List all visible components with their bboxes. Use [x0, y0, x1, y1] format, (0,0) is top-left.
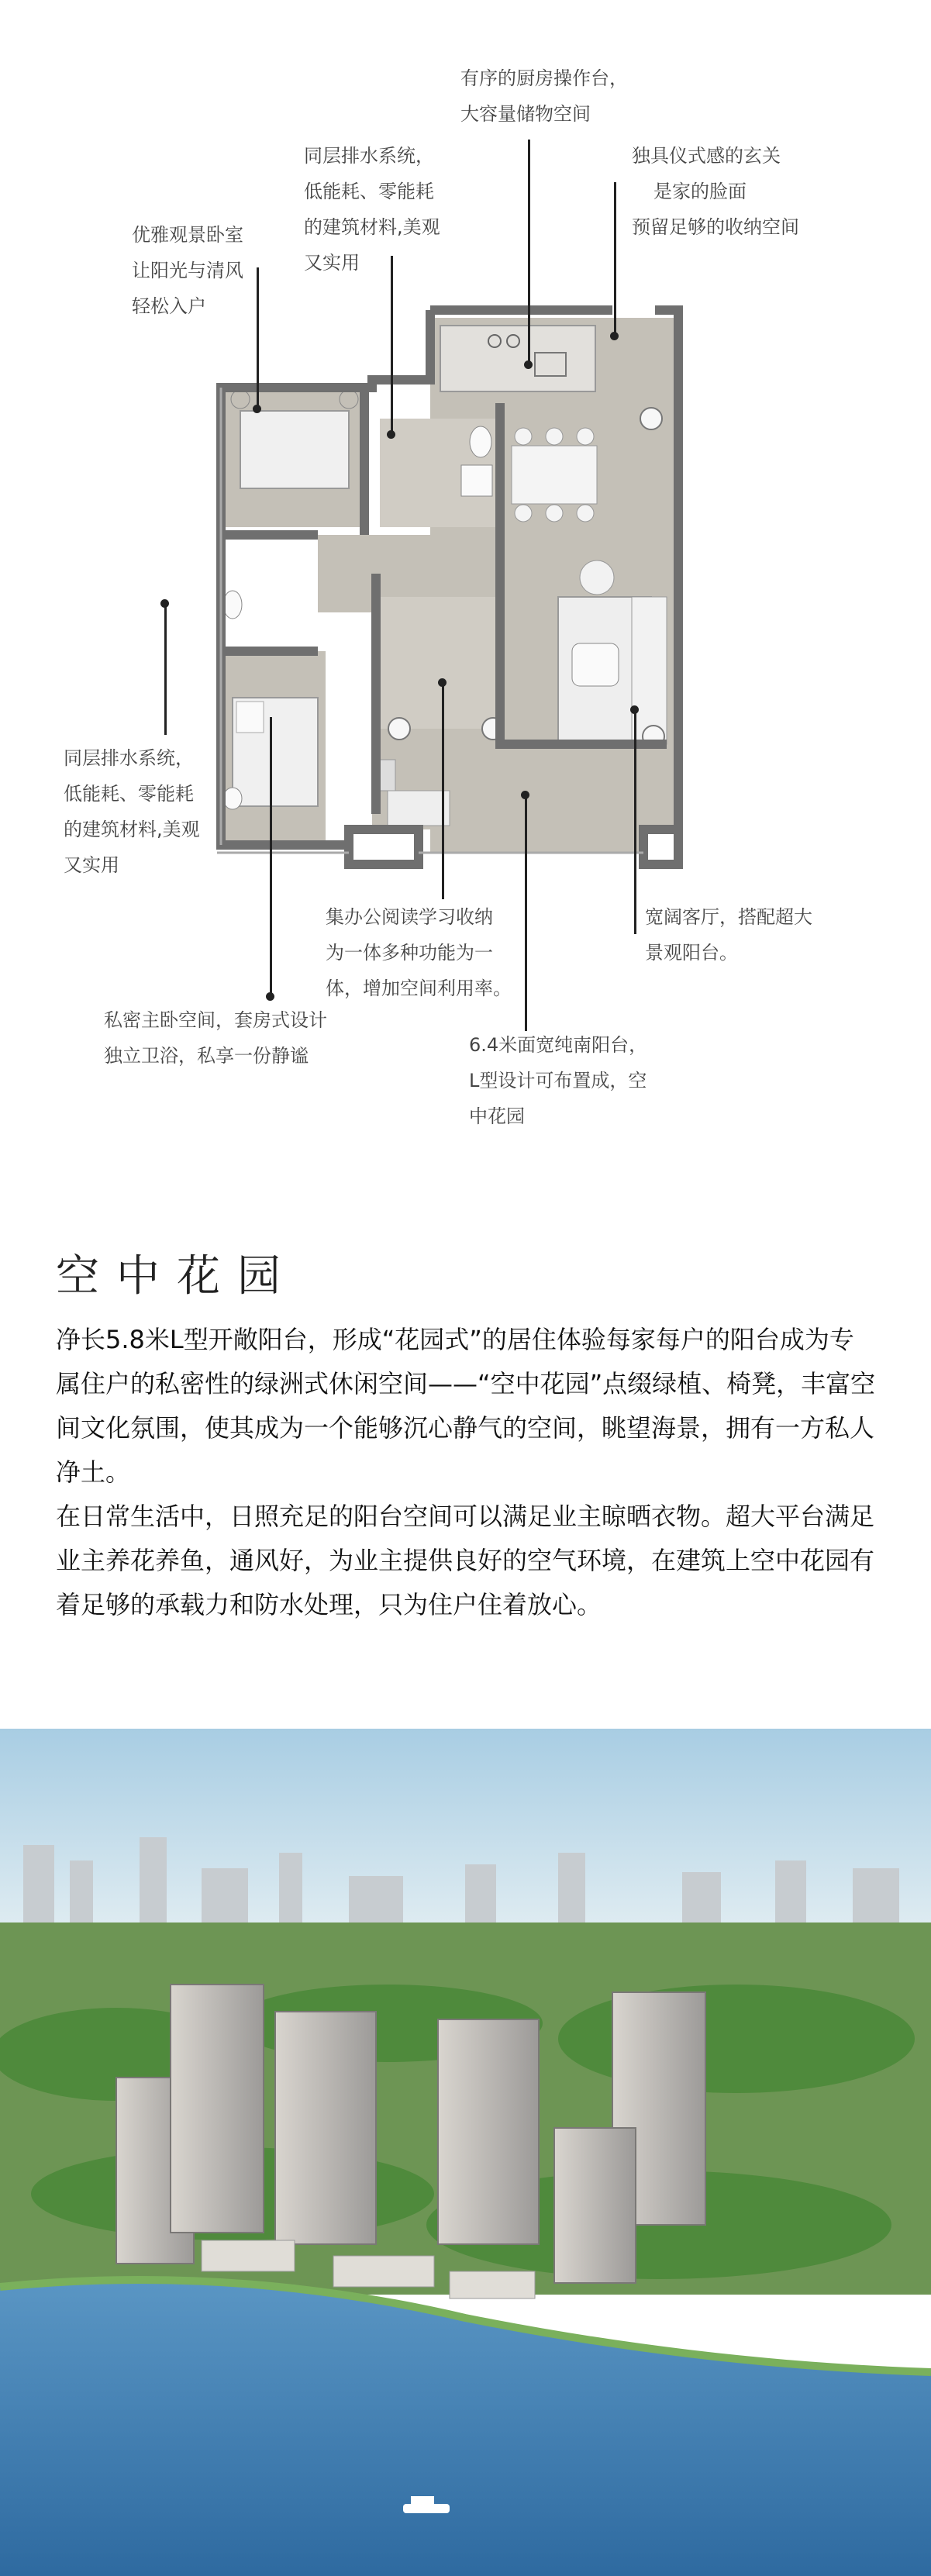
- annotation-bedroom-view: 优雅观景卧室 让阳光与清风 轻松入户: [132, 224, 243, 317]
- annotation-study: 集办公阅读学习收纳 为一体多种功能为一 体，增加空间利用率。: [326, 906, 512, 999]
- leader-line-living: [634, 709, 636, 934]
- leader-line-balcony: [525, 795, 527, 1031]
- leader-dot-study: [438, 678, 447, 687]
- leader-dot-drainage-top: [387, 430, 395, 439]
- annotation-drainage-top: 同层排水系统， 低能耗、零能耗 的建筑材料,美观 又实用: [304, 145, 440, 274]
- leader-dot-living: [630, 705, 639, 714]
- leader-line-study: [442, 682, 444, 899]
- leader-line-master: [270, 717, 272, 996]
- annotation-master: 私密主卧空间，套房式设计 独立卫浴，私享一份静谧: [104, 1009, 327, 1067]
- bedroom-bed-master: [233, 698, 318, 806]
- annotation-balcony: 6.4米面宽纯南阳台， L型设计可布置成，空 中花园: [469, 1034, 648, 1127]
- paragraph-1: [56, 1318, 878, 1495]
- leader-dot-balcony: [521, 791, 529, 799]
- paragraph-1-text: 净长5.8米L型开敞阳台，形成“花园式”的居住体验每家每户的阳台成为专属住户的私密性的绿洲式休闲空间——“空中花园”点缀绿植、椅凳，丰富空间文化氛围，使其成为一个能够沉心静气的空间，眺望海景，拥有一方私人净土。: [56, 1325, 876, 1487]
- kitchen-counter: [440, 326, 595, 391]
- leader-line-drainage-left: [164, 603, 167, 735]
- paragraph-2-text: 在日常生活中，日照充足的阳台空间可以满足业主晾晒衣物。超大平台满足业主养花养鱼，通风好，为业主提供良好的空气环境，在建筑上空中花园有着足够的承载力和防水处理，只为住户住着放心。: [56, 1502, 875, 1619]
- annotation-drainage-left: 同层排水系统， 低能耗、零能耗 的建筑材料,美观 又实用: [64, 747, 200, 876]
- river: [0, 2280, 931, 2576]
- leader-dot-drainage-left: [160, 599, 169, 608]
- dining-table: [512, 428, 597, 522]
- leader-dot-master: [266, 992, 274, 1001]
- section-title: 空中花园: [56, 1251, 298, 1302]
- leader-line-entrance: [614, 182, 616, 337]
- paragraph-2: [56, 1495, 878, 1627]
- leader-dot-bedroom-view: [253, 405, 261, 413]
- leader-line-drainage-top: [391, 256, 393, 434]
- leader-line-bedroom-view: [257, 267, 259, 411]
- annotation-kitchen: 有序的厨房操作台， 大容量储物空间: [460, 67, 628, 125]
- leader-dot-entrance: [610, 332, 619, 340]
- leader-dot-kitchen: [524, 360, 533, 369]
- annotation-living: 宽阔客厅，搭配超大 景观阳台。: [645, 906, 812, 964]
- aerial-rendering: [0, 1729, 931, 2576]
- annotation-entrance: 独具仪式感的玄关 是家的脸面 预留足够的收纳空间: [632, 145, 799, 238]
- leader-line-kitchen: [528, 140, 530, 364]
